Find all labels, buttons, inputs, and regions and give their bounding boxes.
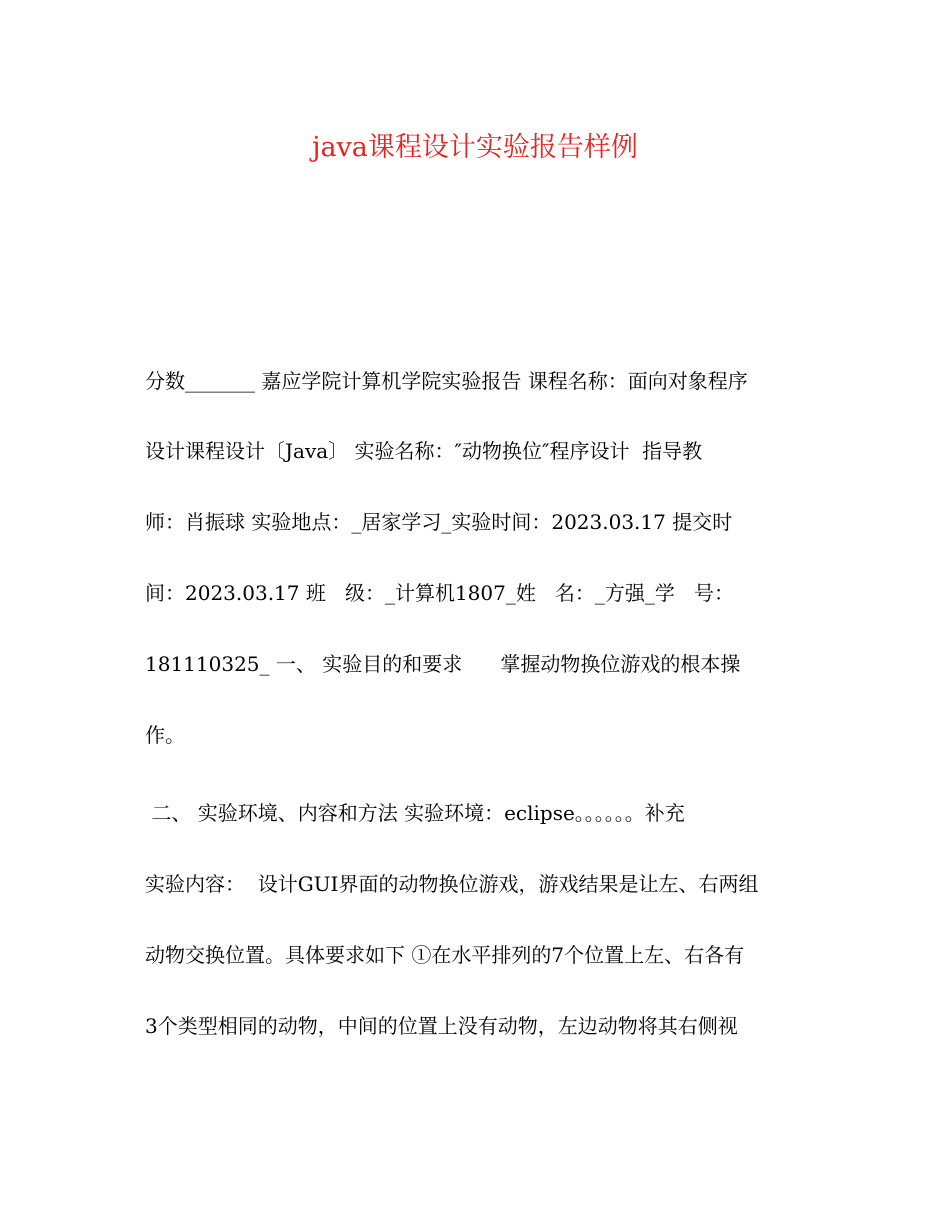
body-line: 动物交换位置。具体要求如下 ①在水平排列的7个位置上左、右各有	[145, 943, 745, 967]
body-line: 实验内容： 设计GUI界面的动物换位游戏，游戏结果是让左、右两组	[145, 872, 759, 896]
body-line: 分数_______ 嘉应学院计算机学院实验报告 课程名称：面向对象程序	[145, 369, 748, 393]
body-line: 间：2023.03.17 班 级：_计算机1807_姓 名：_方强_学 号：	[145, 581, 734, 605]
body-line: 3个类型相同的动物，中间的位置上没有动物，左边动物将其右侧视	[145, 1014, 738, 1038]
body-line: 181110325_ 一、 实验目的和要求 掌握动物换位游戏的根本操	[145, 652, 741, 676]
body-line: 作。	[145, 723, 185, 747]
body-line: 师：肖振球 实验地点：_居家学习_实验时间：2023.03.17 提交时	[145, 510, 733, 534]
body-line: 二、 实验环境、内容和方法 实验环境：eclipse。。。。。。补充	[145, 801, 685, 825]
document-title: java课程设计实验报告样例	[312, 132, 638, 163]
body-line: 设计课程设计〔Java〕 实验名称：″动物换位″程序设计 指导教	[145, 439, 703, 463]
